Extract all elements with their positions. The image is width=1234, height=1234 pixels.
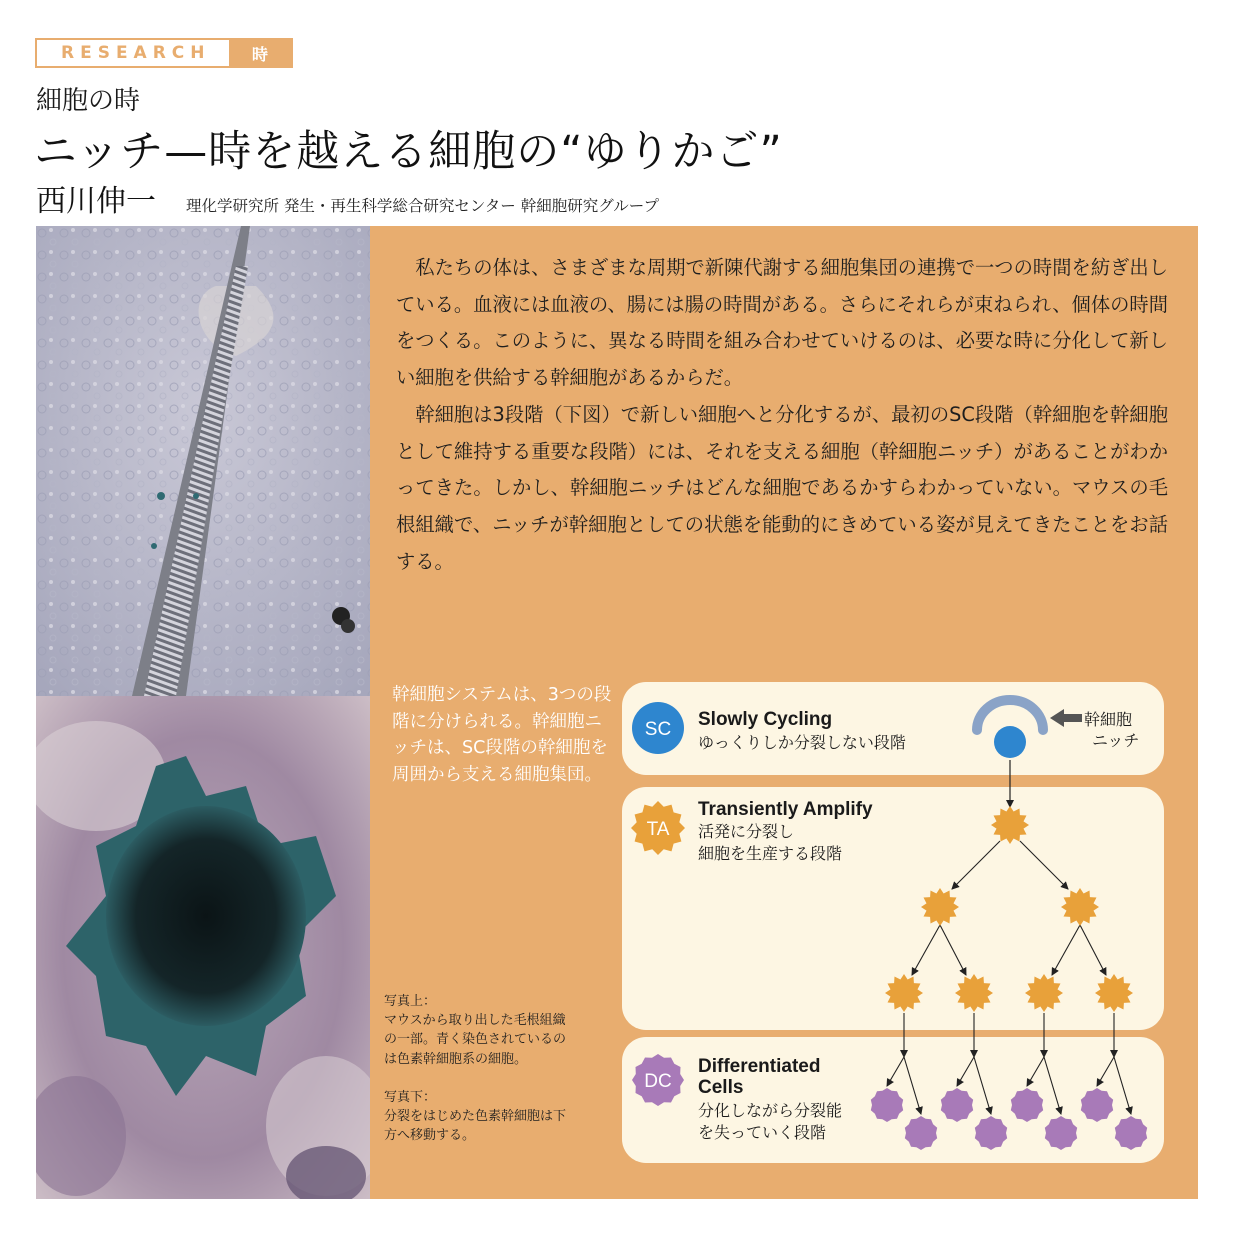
caption-upper-label: 写真上： [384, 994, 437, 1009]
dc-stage-name-line1: Differentiated [698, 1056, 821, 1077]
body-paragraph-1: 私たちの体は、さまざまな周期で新陳代謝する細胞集団の連携で一つの時間を紡ぎ出している。血液には血液の、腸には腸の時間がある。さらにそれらが束ねられ、個体の時間をつくる。このように、異なる時間を組み合わせていけるのは、必要な時に分化して新しい細胞を供給する幹細胞があるからだ。 [396, 256, 1168, 390]
ta-stage-desc-line1: 活発に分裂し [698, 822, 795, 841]
body-text [396, 250, 1168, 580]
pigment-cell-micrograph [36, 696, 370, 1199]
section-tag [35, 38, 293, 68]
caption-lower [384, 1088, 574, 1146]
pigment-stem-cell-photo [36, 696, 370, 1199]
dc-stage-desc-line2: を失っていく段階 [698, 1123, 827, 1142]
hair-root-micrograph [36, 226, 370, 696]
series-title: 細胞の時 [36, 86, 141, 116]
sc-stage-name: Slowly Cycling [698, 709, 833, 730]
author-affiliation: 理化学研究所 発生・再生科学総合研究センター 幹細胞研究グループ [186, 197, 659, 215]
diagram-lead-text: 幹細胞システムは、3つの段階に分けられる。幹細胞ニッチは、SC段階の幹細胞を周囲から支える細胞集団。 [392, 685, 612, 785]
body-paragraph-2: 幹細胞は3段階（下図）で新しい細胞へと分化するが、最初のSC段階（幹細胞を幹細胞として維持する重要な段階）には、それを支える細胞（幹細胞ニッチ）があることがわかってきた。しかし、幹細胞ニッチはどんな細胞であるかすらわかっていない。マウスの毛根組織で、ニッチが幹細胞としての状態を能動的にきめている姿が見えてきたことをお話する。 [396, 402, 1168, 573]
content-panel [370, 226, 1198, 1199]
sc-badge-label: SC [644, 719, 672, 740]
dc-stage-desc-line1: 分化しながら分裂能 [698, 1101, 843, 1120]
niche-label-line1: 幹細胞 [1084, 710, 1133, 729]
author-name: 西川伸一 [36, 184, 156, 219]
sc-stage-desc: ゆっくりしか分裂しない段階 [698, 733, 906, 752]
dc-stage-name-line2: Cells [698, 1077, 744, 1098]
caption-upper [384, 992, 574, 1069]
ta-stage-name: Transiently Amplify [698, 799, 873, 820]
hair-root-photo [36, 226, 370, 696]
ta-badge-label: TA [646, 819, 670, 840]
section-tag-word: RESEARCH [61, 43, 211, 63]
stem-cell-stage-diagram [622, 682, 1164, 1170]
caption-lower-label: 写真下： [384, 1089, 437, 1105]
caption-upper-text: マウスから取り出した毛根組織の一部。青く染色されているのは色素幹細胞系の細胞。 [384, 1013, 567, 1067]
byline [36, 176, 659, 220]
caption-lower-text: 分裂をはじめた色素幹細胞は下方へ移動する。 [384, 1109, 567, 1144]
dc-badge-label: DC [644, 1071, 672, 1092]
article-title: ニッチ—時を越える細胞の“ゆりかご” [34, 127, 783, 177]
niche-label-line2: ニッチ [1092, 731, 1140, 750]
photo-caption [384, 992, 574, 1164]
stem-cell-icon [994, 726, 1026, 758]
section-tag-kanji: 時 [229, 40, 291, 66]
ta-stage-desc-line2: 細胞を生産する段階 [698, 844, 843, 863]
